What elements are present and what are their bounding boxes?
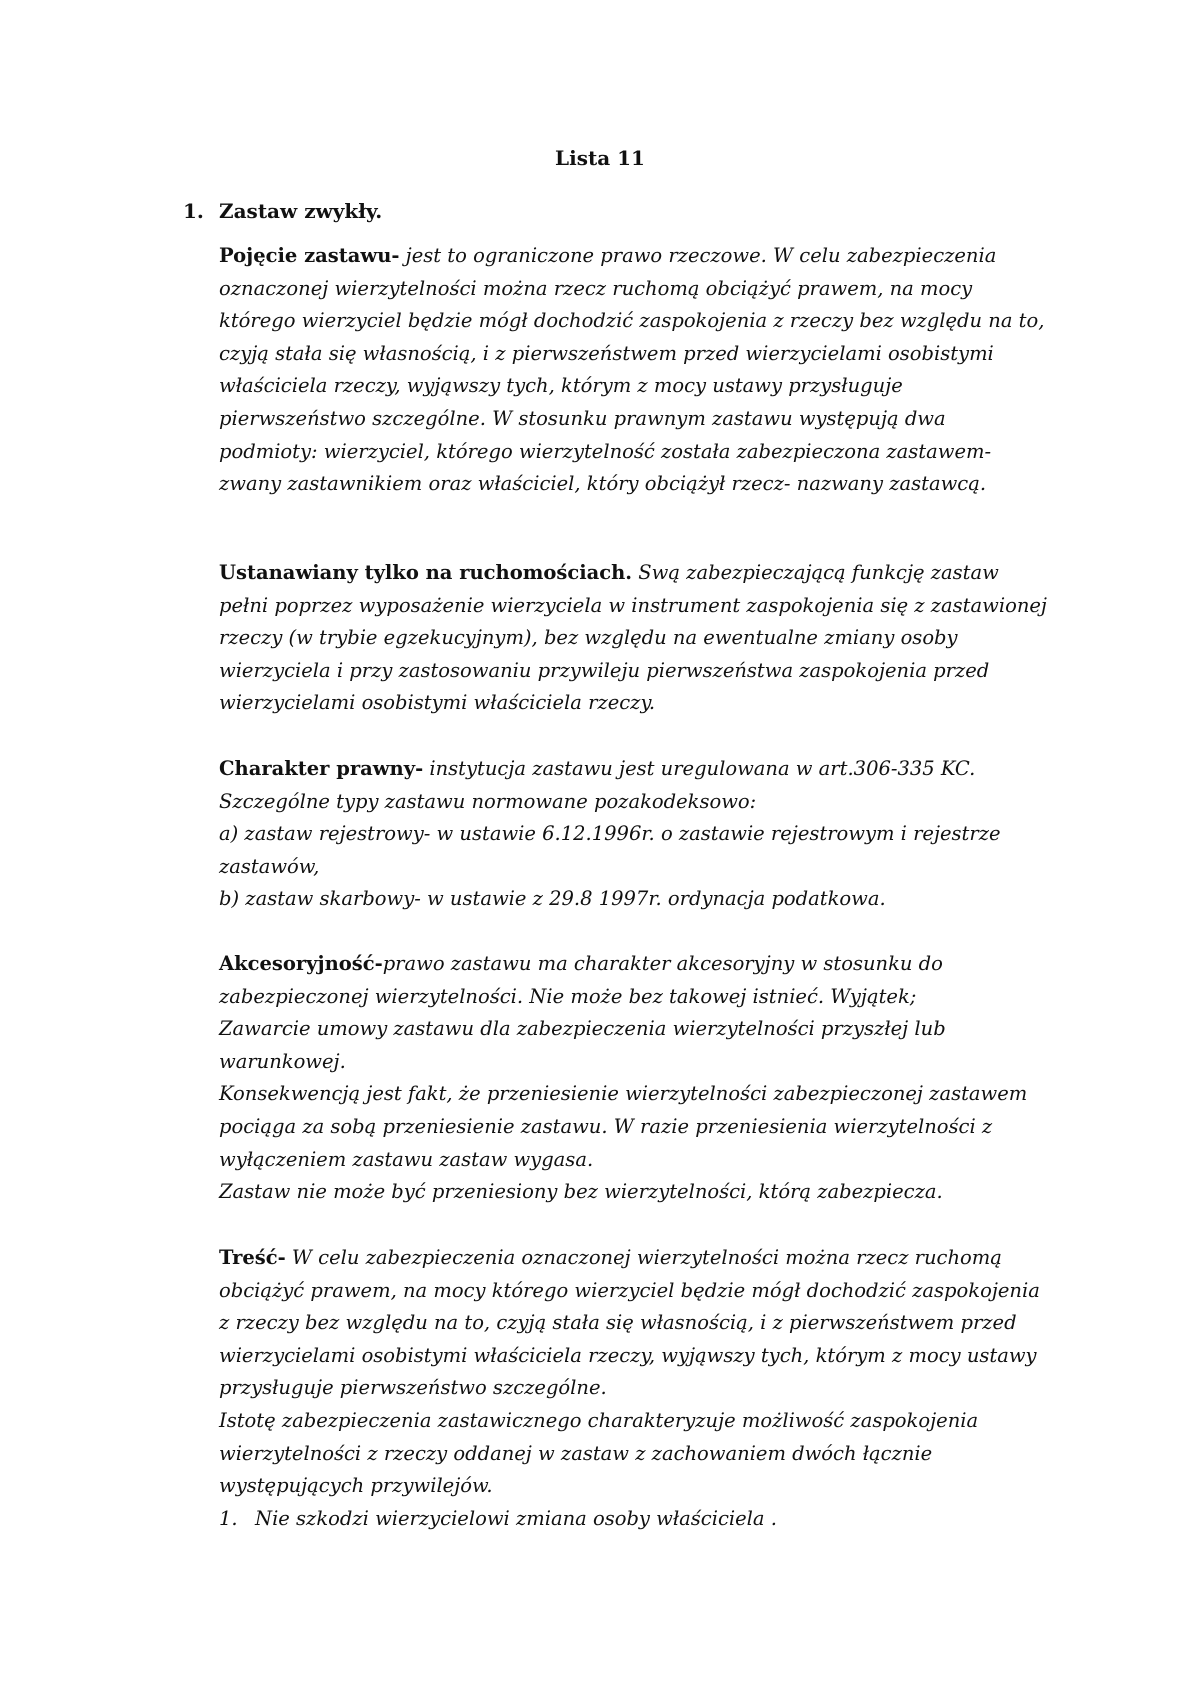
paragraph-tresc <box>219 1242 1119 1535</box>
line-text: instytucja zastawu jest uregulowana w art.306-335 KC. <box>423 757 976 780</box>
paragraph-line: a) zastaw rejestrowy- w ustawie 6.12.1996r. o zastawie rejestrowym i rejestrze <box>219 822 1001 846</box>
line-text: Swą zabezpieczającą funkcję zastaw <box>632 561 999 584</box>
paragraph-line: którego wierzyciel będzie mógł dochodzić zaspokojenia z rzeczy bez względu na to, <box>219 309 1045 333</box>
paragraph-line: wyłączeniem zastawu zastaw wygasa. <box>219 1147 594 1171</box>
paragraph-line: występujących przywilejów. <box>219 1474 493 1498</box>
paragraph-term: Ustanawiany tylko na ruchomościach. <box>219 561 633 584</box>
paragraph-pojecie-zastawu <box>219 240 1119 501</box>
paragraph-line: pociąga za sobą przeniesienie zastawu. W razie przeniesienia wierzytelności z <box>219 1114 993 1138</box>
list-item-number: 1. <box>219 1506 238 1530</box>
paragraph-charakter-prawny <box>219 753 1119 916</box>
paragraph-line: wierzycielami osobistymi właściciela rzeczy, wyjąwszy tych, którym z mocy ustawy <box>219 1343 1037 1367</box>
paragraph-term: Treść- <box>219 1246 286 1269</box>
section-number: 1. <box>183 199 204 223</box>
line-text: prawo zastawu ma charakter akcesoryjny w stosunku do <box>382 952 943 975</box>
paragraph-line: obciążyć prawem, na mocy którego wierzyciel będzie mógł dochodzić zaspokojenia <box>219 1278 1040 1302</box>
paragraph-term: Pojęcie zastawu- <box>219 244 400 267</box>
paragraph-line: pełni poprzez wyposażenie wierzyciela w instrument zaspokojenia się z zastawionej <box>219 593 1047 617</box>
line-text: W celu zabezpieczenia oznaczonej wierzytelności można rzecz ruchomą <box>285 1246 1002 1269</box>
paragraph-line <box>219 240 1119 273</box>
paragraph-line: warunkowej. <box>219 1049 346 1073</box>
paragraph-line: Szczególne typy zastawu normowane pozakodeksowo: <box>219 789 757 813</box>
paragraph-line: pierwszeństwo szczególne. W stosunku prawnym zastawu występują dwa <box>219 406 946 430</box>
paragraph-line <box>219 1242 1119 1275</box>
paragraph-line: z rzeczy bez względu na to, czyją stała się własnością, i z pierwszeństwem przed <box>219 1311 1017 1335</box>
list-item <box>219 1503 1119 1536</box>
list-item-text: Nie szkodzi wierzycielowi zmiana osoby właściciela . <box>255 1506 777 1530</box>
paragraph-line: zabezpieczonej wierzytelności. Nie może bez takowej istnieć. Wyjątek; <box>219 984 917 1008</box>
paragraph-term: Akcesoryjność- <box>219 952 383 975</box>
paragraph-line: rzeczy (w trybie egzekucyjnym), bez względu na ewentualne zmiany osoby <box>219 626 958 650</box>
paragraph-line: przysługuje pierwszeństwo szczególne. <box>219 1376 607 1400</box>
paragraph-line: oznaczonej wierzytelności można rzecz ruchomą obciążyć prawem, na mocy <box>219 276 973 300</box>
paragraph-akcesoryjnosc <box>219 948 1119 1209</box>
paragraph-line: zastawów, <box>219 854 320 878</box>
section-title: Zastaw zwykły. <box>219 199 383 223</box>
paragraph-line: wierzycielami osobistymi właściciela rzeczy. <box>219 691 656 715</box>
paragraph-term: Charakter prawny- <box>219 757 424 780</box>
paragraph-line: Istotę zabezpieczenia zastawicznego charakteryzuje możliwość zaspokojenia <box>219 1408 979 1432</box>
paragraph-ustanawiany <box>219 557 1119 720</box>
paragraph-line: Zastaw nie może być przeniesiony bez wierzytelności, którą zabezpiecza. <box>219 1180 943 1204</box>
paragraph-line: b) zastaw skarbowy- w ustawie z 29.8 1997r. ordynacja podatkowa. <box>219 887 886 911</box>
paragraph-line: wierzytelności z rzeczy oddanej w zastaw z zachowaniem dwóch łącznie <box>219 1441 933 1465</box>
paragraph-line: właściciela rzeczy, wyjąwszy tych, którym z mocy ustawy przysługuje <box>219 374 903 398</box>
paragraph-line: zwany zastawnikiem oraz właściciel, który obciążył rzecz- nazwany zastawcą. <box>219 472 987 496</box>
section-heading <box>183 198 382 224</box>
paragraph-line: czyją stała się własnością, i z pierwszeństwem przed wierzycielami osobistymi <box>219 341 994 365</box>
paragraph-line: wierzyciela i przy zastosowaniu przywileju pierwszeństwa zaspokojenia przed <box>219 658 990 682</box>
paragraph-line: podmioty: wierzyciel, którego wierzytelność została zabezpieczona zastawem- <box>219 439 992 463</box>
paragraph-line <box>219 557 1119 590</box>
paragraph-line: Zawarcie umowy zastawu dla zabezpieczenia wierzytelności przyszłej lub <box>219 1017 946 1041</box>
paragraph-line <box>219 753 1119 786</box>
line-text: jest to ograniczone prawo rzeczowe. W celu zabezpieczenia <box>399 244 997 267</box>
page-title: Lista 11 <box>555 146 645 170</box>
paragraph-line: Konsekwencją jest fakt, że przeniesienie wierzytelności zabezpieczonej zastawem <box>219 1082 1028 1106</box>
paragraph-line <box>219 948 1119 981</box>
